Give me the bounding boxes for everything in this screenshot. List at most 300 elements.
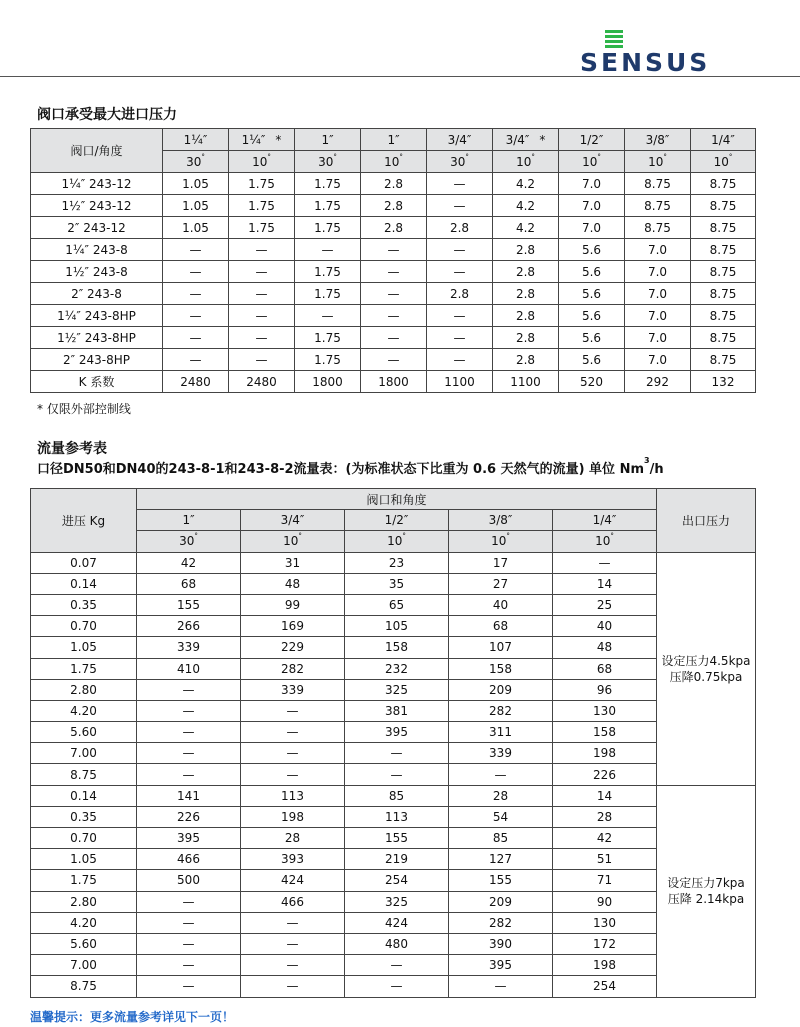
- flow-cell: 96: [553, 679, 657, 700]
- flow-cell: —: [137, 764, 241, 785]
- flow-cell: 25: [553, 594, 657, 615]
- flow-cell: 395: [345, 722, 449, 743]
- flow-cell: —: [241, 764, 345, 785]
- flow-cell: 339: [449, 743, 553, 764]
- row-label: K 系数: [31, 371, 163, 393]
- flow-cell: 40: [449, 594, 553, 615]
- flow-cell: 42: [137, 552, 241, 573]
- flow-cell: —: [137, 976, 241, 997]
- size-header: 3/4″: [241, 510, 345, 531]
- angle-header: [361, 151, 427, 173]
- flow-cell: 424: [345, 912, 449, 933]
- size-header: [625, 129, 691, 151]
- pressure-cell: —: [163, 261, 229, 283]
- degree-mark: °: [399, 152, 403, 161]
- flow-cell: 68: [449, 616, 553, 637]
- flow-cell: —: [345, 976, 449, 997]
- table-row: [31, 239, 756, 261]
- flow-cell: 169: [241, 616, 345, 637]
- inlet-pressure-cell: 7.00: [31, 955, 137, 976]
- pressure-cell: 2.8: [493, 283, 559, 305]
- pressure-cell: 1.75: [295, 173, 361, 195]
- flow-cell: 229: [241, 637, 345, 658]
- flow-cell: —: [241, 933, 345, 954]
- row-label: 2″ 243-12: [31, 217, 163, 239]
- flow-cell: 155: [137, 594, 241, 615]
- pressure-cell: —: [163, 305, 229, 327]
- flow-cell: 410: [137, 658, 241, 679]
- row-label: 1½″ 243-8: [31, 261, 163, 283]
- angle-value: 10: [283, 534, 299, 549]
- inlet-pressure-cell: 2.80: [31, 891, 137, 912]
- degree-mark: °: [267, 152, 271, 161]
- pressure-cell: 7.0: [625, 283, 691, 305]
- angle-header: [559, 151, 625, 173]
- pressure-cell: —: [427, 261, 493, 283]
- pressure-cell: 1100: [493, 371, 559, 393]
- flow-cell: —: [449, 976, 553, 997]
- flow-cell: 14: [553, 573, 657, 594]
- inlet-pressure-cell: 0.07: [31, 552, 137, 573]
- angle-value: 10: [491, 534, 507, 549]
- flow-cell: 130: [553, 912, 657, 933]
- flow-cell: 158: [345, 637, 449, 658]
- pressure-cell: 7.0: [625, 239, 691, 261]
- flow-cell: 232: [345, 658, 449, 679]
- angle-header: [427, 151, 493, 173]
- pressure-cell: 2.8: [493, 327, 559, 349]
- pressure-cell: 8.75: [691, 195, 756, 217]
- table-row: [31, 173, 756, 195]
- size-value: 1″: [387, 132, 400, 147]
- sensus-logo: [580, 30, 735, 75]
- table-row: [31, 828, 756, 849]
- pressure-cell: —: [427, 239, 493, 261]
- row-label: 1¼″ 243-12: [31, 173, 163, 195]
- inlet-pressure-cell: 0.14: [31, 785, 137, 806]
- outlet-pressure-drop: 压降 2.14kpa: [667, 892, 745, 907]
- degree-mark: °: [597, 152, 601, 161]
- pressure-cell: —: [361, 283, 427, 305]
- outlet-setting-cell: [657, 785, 756, 997]
- size-header: [493, 129, 559, 151]
- pressure-cell: 8.75: [691, 349, 756, 371]
- pressure-cell: 4.2: [493, 195, 559, 217]
- size-value: 1¼″: [183, 132, 208, 147]
- flow-cell: —: [345, 764, 449, 785]
- flow-cell: 325: [345, 679, 449, 700]
- degree-mark: °: [201, 152, 205, 161]
- inlet-pressure-cell: 5.60: [31, 722, 137, 743]
- logo-text: SENSUS: [580, 48, 711, 77]
- flow-cell: 172: [553, 933, 657, 954]
- pressure-cell: 5.6: [559, 239, 625, 261]
- inlet-pressure-cell: 0.35: [31, 594, 137, 615]
- max-inlet-pressure-table: [30, 128, 756, 393]
- flow-cell: 311: [449, 722, 553, 743]
- inlet-pressure-cell: 1.75: [31, 870, 137, 891]
- angle-value: 10: [384, 154, 400, 169]
- pressure-cell: 1800: [295, 371, 361, 393]
- header-divider: [0, 76, 800, 77]
- pressure-cell: 2.8: [493, 261, 559, 283]
- pressure-cell: 8.75: [691, 261, 756, 283]
- flow-cell: 90: [553, 891, 657, 912]
- angle-header: [229, 151, 295, 173]
- flow-cell: 466: [241, 891, 345, 912]
- star-mark: *: [275, 132, 282, 147]
- flow-cell: 42: [553, 828, 657, 849]
- pressure-cell: 2.8: [493, 305, 559, 327]
- table-row: [31, 806, 756, 827]
- flow-cell: 48: [553, 637, 657, 658]
- flow-cell: —: [137, 679, 241, 700]
- pressure-cell: 2.8: [493, 349, 559, 371]
- flow-cell: —: [449, 764, 553, 785]
- flow-cell: 28: [449, 785, 553, 806]
- pressure-cell: —: [361, 305, 427, 327]
- pressure-cell: 1100: [427, 371, 493, 393]
- subtitle-main: 口径DN50和DN40的243-8-1和243-8-2流量表：(为标准状态下比重为 0.6 天然气的流量) 单位 Nm: [37, 462, 645, 477]
- flow-cell: —: [241, 912, 345, 933]
- degree-mark: °: [531, 152, 535, 161]
- pressure-cell: 7.0: [625, 349, 691, 371]
- angle-header: [241, 531, 345, 552]
- flow-cell: 28: [241, 828, 345, 849]
- degree-mark: °: [194, 532, 198, 541]
- pressure-cell: 7.0: [559, 195, 625, 217]
- size-header: 1″: [137, 510, 241, 531]
- flow-cell: 395: [449, 955, 553, 976]
- flow-cell: 226: [553, 764, 657, 785]
- pressure-cell: 2.8: [427, 283, 493, 305]
- degree-mark: °: [333, 152, 337, 161]
- flow-cell: 48: [241, 573, 345, 594]
- flow-cell: 339: [137, 637, 241, 658]
- table-row: [31, 764, 756, 785]
- pressure-cell: —: [229, 305, 295, 327]
- section2-title: 流量参考表: [37, 441, 107, 457]
- flow-cell: 130: [553, 700, 657, 721]
- flow-cell: 209: [449, 891, 553, 912]
- flow-cell: —: [137, 912, 241, 933]
- pressure-cell: 7.0: [625, 305, 691, 327]
- angle-header: [137, 531, 241, 552]
- flow-cell: 141: [137, 785, 241, 806]
- table-row: [31, 637, 756, 658]
- pressure-cell: 1800: [361, 371, 427, 393]
- table-row: [31, 700, 756, 721]
- row-label: 1½″ 243-12: [31, 195, 163, 217]
- pressure-cell: 1.75: [295, 261, 361, 283]
- flow-cell: —: [241, 743, 345, 764]
- flow-cell: 339: [241, 679, 345, 700]
- pressure-cell: —: [427, 173, 493, 195]
- pressure-cell: —: [295, 305, 361, 327]
- table-row: [31, 217, 756, 239]
- pressure-cell: —: [229, 349, 295, 371]
- pressure-cell: 1.75: [295, 217, 361, 239]
- flow-cell: —: [345, 743, 449, 764]
- size-header: [229, 129, 295, 151]
- flow-cell: 113: [241, 785, 345, 806]
- pressure-cell: 5.6: [559, 261, 625, 283]
- pressure-cell: —: [229, 239, 295, 261]
- flow-cell: —: [137, 955, 241, 976]
- pressure-cell: 5.6: [559, 349, 625, 371]
- angle-value: 30: [318, 154, 334, 169]
- degree-mark: °: [506, 532, 510, 541]
- pressure-cell: 5.6: [559, 283, 625, 305]
- flow-cell: 113: [345, 806, 449, 827]
- size-value: 1/2″: [579, 132, 604, 147]
- flow-cell: 85: [345, 785, 449, 806]
- pressure-cell: 4.2: [493, 173, 559, 195]
- flow-cell: 68: [137, 573, 241, 594]
- flow-cell: 209: [449, 679, 553, 700]
- flow-cell: 282: [241, 658, 345, 679]
- flow-cell: 198: [553, 743, 657, 764]
- flow-cell: —: [241, 976, 345, 997]
- row-label: 2″ 243-8HP: [31, 349, 163, 371]
- flow-cell: 40: [553, 616, 657, 637]
- pressure-cell: 1.75: [295, 195, 361, 217]
- table-row: [31, 305, 756, 327]
- inlet-pressure-cell: 4.20: [31, 912, 137, 933]
- inlet-pressure-cell: 0.14: [31, 573, 137, 594]
- pressure-cell: 7.0: [559, 173, 625, 195]
- angle-value: 30: [450, 154, 466, 169]
- table-row: [31, 283, 756, 305]
- flow-cell: —: [241, 722, 345, 743]
- row-label: 1¼″ 243-8HP: [31, 305, 163, 327]
- pressure-cell: 8.75: [625, 195, 691, 217]
- degree-mark: °: [610, 532, 614, 541]
- outlet-pressure-header: 出口压力: [657, 489, 756, 553]
- table-row: [31, 195, 756, 217]
- angle-header: [295, 151, 361, 173]
- table-row: [31, 261, 756, 283]
- header-row-size: [31, 129, 756, 151]
- flow-cell: 500: [137, 870, 241, 891]
- flow-cell: 198: [241, 806, 345, 827]
- pressure-cell: 132: [691, 371, 756, 393]
- pressure-cell: 5.6: [559, 305, 625, 327]
- pressure-cell: 8.75: [691, 327, 756, 349]
- angle-header: [553, 531, 657, 552]
- flow-cell: 158: [449, 658, 553, 679]
- pressure-cell: 520: [559, 371, 625, 393]
- pressure-cell: —: [163, 349, 229, 371]
- pressure-cell: —: [295, 239, 361, 261]
- pressure-cell: —: [361, 239, 427, 261]
- size-header: [427, 129, 493, 151]
- size-header: 3/8″: [449, 510, 553, 531]
- pressure-cell: 2.8: [361, 173, 427, 195]
- pressure-cell: —: [361, 349, 427, 371]
- flow-cell: 23: [345, 552, 449, 573]
- pressure-cell: —: [361, 261, 427, 283]
- size-header: [163, 129, 229, 151]
- flow-cell: 395: [137, 828, 241, 849]
- inlet-pressure-cell: 5.60: [31, 933, 137, 954]
- inlet-pressure-cell: 0.70: [31, 616, 137, 637]
- flow-cell: —: [137, 700, 241, 721]
- flow-cell: 282: [449, 912, 553, 933]
- pressure-cell: 2.8: [361, 195, 427, 217]
- degree-mark: °: [298, 532, 302, 541]
- outlet-pressure-drop: 压降0.75kpa: [669, 669, 743, 684]
- flow-cell: 155: [345, 828, 449, 849]
- flow-cell: 266: [137, 616, 241, 637]
- table-row: [31, 679, 756, 700]
- flow-cell: —: [241, 955, 345, 976]
- flow-cell: 51: [553, 849, 657, 870]
- pressure-cell: —: [427, 195, 493, 217]
- pressure-cell: 1.75: [229, 173, 295, 195]
- inlet-pressure-cell: 1.05: [31, 637, 137, 658]
- angle-value: 10: [713, 154, 729, 169]
- subtitle-superscript: 3: [644, 456, 650, 465]
- inlet-pressure-header: 进压 Kg: [31, 489, 137, 553]
- table-row: [31, 616, 756, 637]
- table-row: [31, 743, 756, 764]
- pressure-cell: 1.05: [163, 173, 229, 195]
- table-row: [31, 552, 756, 573]
- row-label: 1½″ 243-8HP: [31, 327, 163, 349]
- pressure-cell: 8.75: [691, 239, 756, 261]
- pressure-cell: —: [427, 327, 493, 349]
- angle-header: [493, 151, 559, 173]
- pressure-cell: —: [361, 327, 427, 349]
- footer-tip: 温馨提示：更多流量参考详见下一页！: [30, 1010, 235, 1024]
- pressure-cell: 1.75: [229, 217, 295, 239]
- degree-mark: °: [663, 152, 667, 161]
- table-row: [31, 658, 756, 679]
- flow-cell: 17: [449, 552, 553, 573]
- size-header: [559, 129, 625, 151]
- flow-cell: —: [345, 955, 449, 976]
- pressure-cell: 7.0: [625, 261, 691, 283]
- flow-cell: 254: [553, 976, 657, 997]
- table-row: [31, 976, 756, 997]
- flow-cell: —: [241, 700, 345, 721]
- angle-header: [163, 151, 229, 173]
- size-value: 1″: [321, 132, 334, 147]
- flow-cell: 71: [553, 870, 657, 891]
- table-row: [31, 891, 756, 912]
- pressure-cell: —: [427, 349, 493, 371]
- flow-cell: 393: [241, 849, 345, 870]
- flow-cell: 31: [241, 552, 345, 573]
- table-row: [31, 785, 756, 806]
- flow-cell: —: [137, 933, 241, 954]
- angle-header: [449, 531, 553, 552]
- flow-cell: 466: [137, 849, 241, 870]
- pressure-cell: 8.75: [691, 217, 756, 239]
- flow-cell: 107: [449, 637, 553, 658]
- pressure-cell: 1.75: [229, 195, 295, 217]
- size-header: [691, 129, 756, 151]
- size-value: 3/4″: [447, 132, 472, 147]
- pressure-cell: —: [229, 261, 295, 283]
- flow-cell: 226: [137, 806, 241, 827]
- flow-cell: 219: [345, 849, 449, 870]
- pressure-cell: —: [427, 305, 493, 327]
- flow-cell: 127: [449, 849, 553, 870]
- pressure-cell: 1.75: [295, 349, 361, 371]
- pressure-cell: 2.8: [361, 217, 427, 239]
- inlet-pressure-cell: 4.20: [31, 700, 137, 721]
- row-label: 2″ 243-8: [31, 283, 163, 305]
- section1-title: 阀口承受最大进口压力: [37, 107, 177, 123]
- pressure-cell: 1.75: [295, 327, 361, 349]
- star-mark: *: [539, 132, 546, 147]
- table-row: [31, 327, 756, 349]
- pressure-cell: 1.75: [295, 283, 361, 305]
- table-row: [31, 573, 756, 594]
- flow-cell: 198: [553, 955, 657, 976]
- footnote-external-control: * 仅限外部控制线: [37, 402, 131, 416]
- flow-cell: 68: [553, 658, 657, 679]
- table-row: [31, 594, 756, 615]
- header-row-group: [31, 489, 756, 510]
- flow-cell: —: [137, 722, 241, 743]
- flow-cell: 424: [241, 870, 345, 891]
- row-label: 1¼″ 243-8: [31, 239, 163, 261]
- angle-value: 10: [516, 154, 532, 169]
- header-row-size: [31, 510, 756, 531]
- inlet-pressure-cell: 0.70: [31, 828, 137, 849]
- flow-cell: 282: [449, 700, 553, 721]
- pressure-cell: 8.75: [691, 283, 756, 305]
- subtitle-unit-tail: /h: [649, 462, 664, 477]
- pressure-cell: 8.75: [691, 305, 756, 327]
- flow-cell: —: [137, 891, 241, 912]
- flow-cell: 54: [449, 806, 553, 827]
- table-row: [31, 349, 756, 371]
- pressure-cell: 2480: [163, 371, 229, 393]
- header-row-angle: [31, 531, 756, 552]
- pressure-cell: 1.05: [163, 195, 229, 217]
- flow-cell: 480: [345, 933, 449, 954]
- pressure-cell: —: [229, 283, 295, 305]
- table-row: [31, 849, 756, 870]
- flow-cell: 158: [553, 722, 657, 743]
- flow-cell: —: [553, 552, 657, 573]
- inlet-pressure-cell: 0.35: [31, 806, 137, 827]
- degree-mark: °: [465, 152, 469, 161]
- inlet-pressure-cell: 1.05: [31, 849, 137, 870]
- flow-cell: 105: [345, 616, 449, 637]
- angle-value: 10: [582, 154, 598, 169]
- table-row: [31, 870, 756, 891]
- logo-bars-icon: [605, 30, 623, 50]
- pressure-cell: 8.75: [691, 173, 756, 195]
- corner-header: 阀口/角度: [31, 129, 163, 173]
- size-header: [295, 129, 361, 151]
- flow-cell: 14: [553, 785, 657, 806]
- angle-value: 10: [252, 154, 268, 169]
- angle-value: 10: [595, 534, 611, 549]
- pressure-cell: 8.75: [625, 173, 691, 195]
- inlet-pressure-cell: 2.80: [31, 679, 137, 700]
- outlet-setting-cell: [657, 552, 756, 785]
- pressure-cell: 2480: [229, 371, 295, 393]
- angle-value: 10: [648, 154, 664, 169]
- inlet-pressure-cell: 8.75: [31, 764, 137, 785]
- angle-value: 30: [179, 534, 195, 549]
